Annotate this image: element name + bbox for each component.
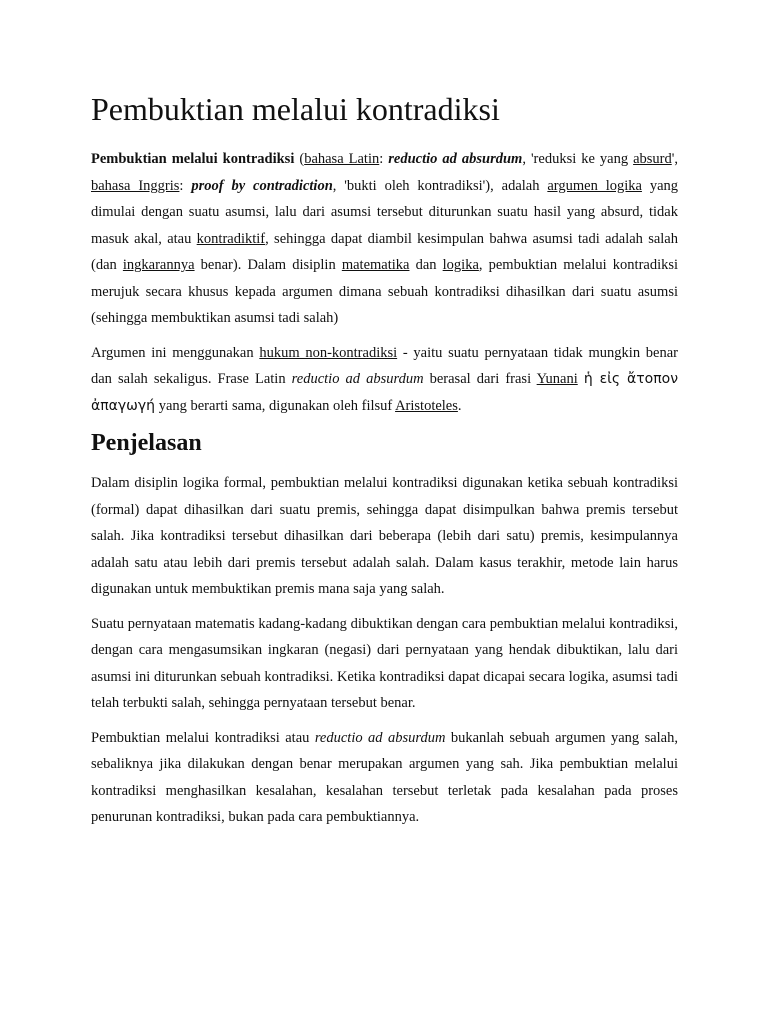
link-hukum-non-kontradiksi[interactable]: hukum non-kontradiksi — [259, 344, 398, 361]
link-matematika[interactable]: matematika — [341, 257, 410, 274]
link-argumen-logika[interactable]: argumen logika — [547, 177, 642, 194]
latin-term: reductio ad absurdum — [388, 151, 523, 168]
section-heading: Penjelasan — [91, 430, 202, 457]
article-body — [91, 90, 678, 839]
math-statement-paragraph: Suatu pernyataan matematis kadang-kadang dibuktikan dengan cara pembuktian melalui kontradiksi, dengan cara mengasumsikan ingkaran (negasi) dari pernyataan yang hendak dibuktikan, lalu dari asumsi ini diturunkan sebuah kontradiksi. Ketika kontradiksi dapat dicapai secara logika, asumsi tadi telah terbukti salah, sehingga pernyataan tersebut benar. — [91, 615, 678, 712]
latin-term: reductio ad absurdum — [314, 729, 446, 746]
english-term: proof by contradiction — [191, 177, 333, 194]
link-kontradiktif[interactable]: kontradiktif — [196, 230, 266, 247]
link-ingkarannya[interactable]: ingkarannya — [122, 257, 195, 274]
link-bahasa-latin[interactable]: bahasa Latin — [304, 151, 380, 168]
page-title: Pembuktian melalui kontradiksi — [91, 91, 500, 127]
link-yunani[interactable]: Yunani — [536, 371, 578, 388]
intro-paragraph: Pembuktian melalui kontradiksi (bahasa Latin: reductio ad absurdum, 'reduksi ke yang absurd', bahasa Inggris: proof by contradiction, 'bukti oleh kontradiksi'), adalah argumen logika yang dimulai dengan suatu asumsi, lalu dari asumsi tersebut diturunkan suatu hasil yang absurd, tidak masuk akal, atau kontradiktif, sehingga dapat diambil kesimpulan bahwa asumsi tadi adalah salah (dan ingkarannya benar). Dalam disiplin matematika dan logika, pembuktian melalui kontradiksi merujuk secara khusus kepada argumen dimana sebuah kontradiksi dihasilkan dari suatu asumsi (sehingga membuktikan asumsi tadi salah) — [91, 151, 679, 327]
latin-term: reductio ad absurdum — [291, 371, 424, 388]
link-aristoteles[interactable]: Aristoteles — [395, 397, 458, 414]
formal-logic-paragraph: Dalam disiplin logika formal, pembuktian melalui kontradiksi digunakan ketika sebuah kontradiksi (formal) dapat dihasilkan dari suatu premis, sehingga dapat disimpulkan bahwa premis tersebut salah. Jika kontradiksi tersebut dihasilkan dari beberapa (lebih dari satu) premis, kesimpulannya adalah satu atau lebih dari premis tersebut adalah salah. Dalam kasus terakhir, metode lain harus digunakan untuk membuktikan premis mana saja yang salah. — [91, 475, 678, 598]
link-absurd[interactable]: absurd — [633, 151, 672, 168]
link-logika[interactable]: logika — [442, 257, 479, 274]
greek-phrase: ἡ εἰς ἄτοπον ἀπαγωγή — [91, 371, 679, 414]
bold-term: Pembuktian melalui kontradiksi — [91, 151, 295, 168]
link-bahasa-inggris[interactable]: bahasa Inggris — [91, 177, 180, 194]
validity-paragraph: Pembuktian melalui kontradiksi atau reductio ad absurdum bukanlah sebuah argumen yang salah, sebaliknya jika dilakukan dengan benar merupakan argumen yang sah. Jika pembuktian melalui kontradiksi menghasilkan kesalahan, kesalahan tersebut terletak pada kesalahan pada proses penurunan kontradiksi, bukan pada cara pembuktiannya. — [91, 729, 678, 826]
non-contradiction-paragraph: Argumen ini menggunakan hukum non-kontradiksi - yaitu suatu pernyataan tidak mungkin benar dan salah sekaligus. Frase Latin reductio ad absurdum berasal dari frasi Yunani ἡ εἰς ἄτοπον ἀπαγωγή yang berarti sama, digunakan oleh filsuf Aristoteles. — [91, 344, 679, 414]
